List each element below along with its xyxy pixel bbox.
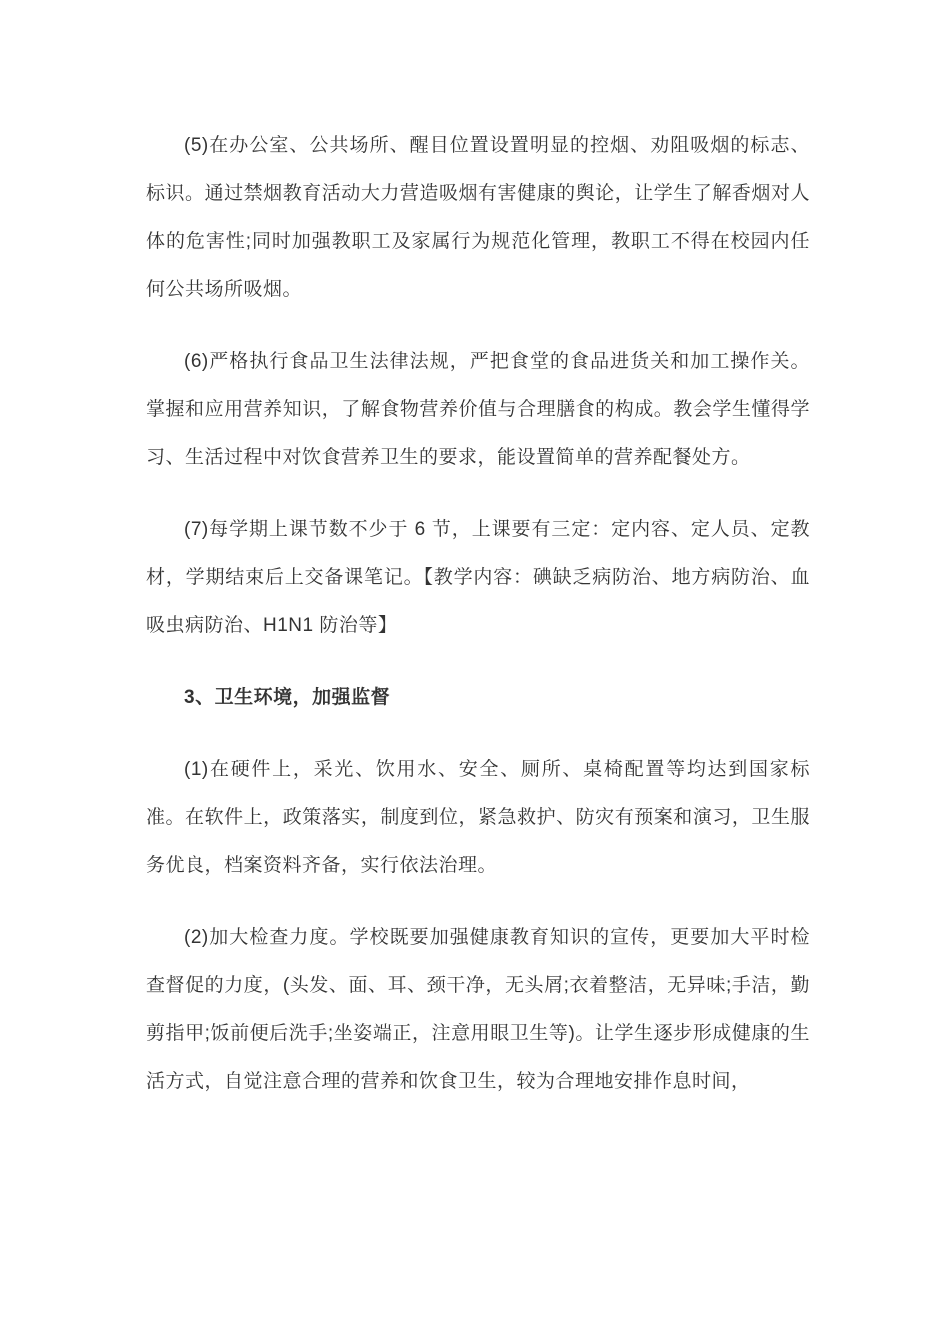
section-heading-3: 3、卫生环境，加强监督 xyxy=(184,687,391,708)
paragraph-item-1: (1)在硬件上，采光、饮用水、安全、厕所、桌椅配置等均达到国家标准。在软件上，政策落实，制度到位，紧急救护、防灾有预案和演习，卫生服务优良，档案资料齐备，实行依法治理。 xyxy=(146,759,810,876)
paragraph-item-7: (7)每学期上课节数不少于 6 节，上课要有三定：定内容、定人员、定教材，学期结束后上交备课笔记。【教学内容：碘缺乏病防治、地方病防治、血吸虫病防治、H1N1 防治等】 xyxy=(146,519,810,636)
paragraph-item-2: (2)加大检查力度。学校既要加强健康教育知识的宣传，更要加大平时检查督促的力度，(头发、面、耳、颈干净，无头屑;衣着整洁，无异味;手洁，勤剪指甲;饭前便后洗手;坐姿端正，注意用眼卫生等)。让学生逐步形成健康的生活方式，自觉注意合理的营养和饮食卫生，较为合理地安排作息时间， xyxy=(146,927,810,1092)
paragraph-item-5: (5)在办公室、公共场所、醒目位置设置明显的控烟、劝阻吸烟的标志、标识。通过禁烟教育活动大力营造吸烟有害健康的舆论，让学生了解香烟对人体的危害性;同时加强教职工及家属行为规范化管理，教职工不得在校园内任何公共场所吸烟。 xyxy=(146,135,810,300)
paragraph-item-6: (6)严格执行食品卫生法律法规，严把食堂的食品进货关和加工操作关。掌握和应用营养知识，了解食物营养价值与合理膳食的构成。教会学生懂得学习、生活过程中对饮食营养卫生的要求，能设置简单的营养配餐处方。 xyxy=(146,351,810,468)
